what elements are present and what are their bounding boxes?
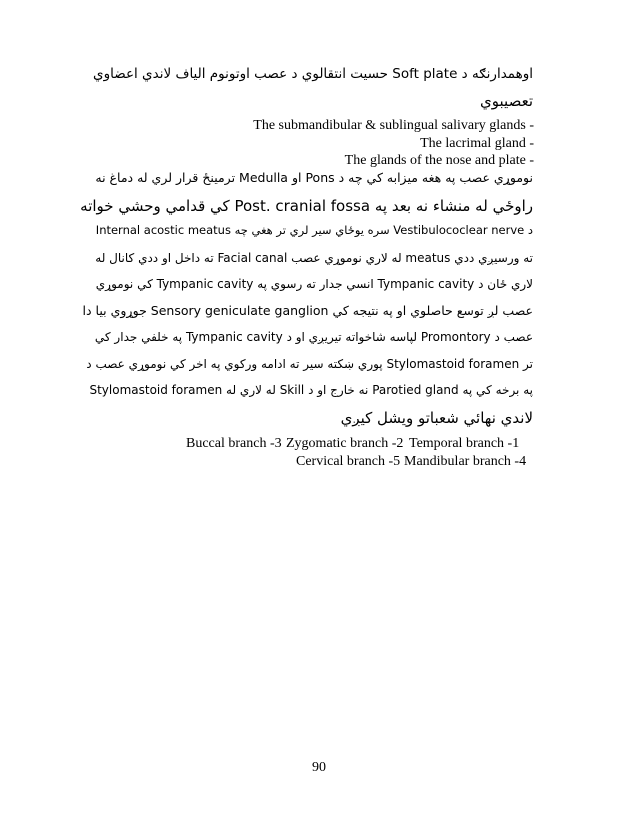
page-number: 90 bbox=[312, 760, 326, 775]
paragraph2-line10: لاندي نهائي شعباتو ویشل کیږي bbox=[340, 409, 533, 427]
paragraph2-line8: تر Stylomastoid foramen پوري ښکته سیر ته ادامه ورکوي په اخر کي نوموړي عصب د bbox=[86, 357, 533, 371]
branch-zygomatic: Zygomatic branch -2 bbox=[286, 436, 404, 451]
branch-buccal: Buccal branch -3 bbox=[186, 436, 282, 451]
paragraph2-line6: عصب لږ توسع حاصلوي او په نتیجه کي Sensory geniculate ganglion جوړوي بیا دا bbox=[82, 303, 533, 318]
gland-item-nose-plate: The glands of the nose and plate - bbox=[344, 153, 534, 168]
paragraph1-line1: اوهمدارنګه د Soft plate حسیت انتقالوي د عصب اوتونوم الیاف لاندي اعضاوي bbox=[93, 66, 533, 82]
paragraph2-line9: Stylomastoid foramen له لاري له Skill نه خارج او د Parotied gland په برخه کي په bbox=[89, 383, 533, 397]
paragraph2-line3: د Vestibulococlear nerve سره یوځاي سیر لري تر هغي چه Internal acostic meatus bbox=[95, 223, 533, 237]
branch-temporal: Temporal branch -1 bbox=[409, 436, 520, 451]
gland-item-lacrimal: The lacrimal gland - bbox=[420, 136, 534, 151]
paragraph2-line2: راوځي له منشاء نه بعد په Post. cranial fossa کي قدامي وحشي خواته bbox=[80, 197, 533, 215]
paragraph2-line7: عصب د Promontory لپاسه شاخواته تیریږي او د Tympanic cavity په خلفي جدار کي bbox=[94, 330, 533, 344]
paragraph1-line2: تعصیبوي bbox=[480, 92, 533, 110]
branch-cervical: Cervical branch -5 bbox=[296, 454, 401, 469]
paragraph2-line5: لاري ځان د Tympanic cavity انسي جدار ته رسوي په Tympanic cavity کي نوموړي bbox=[95, 277, 533, 291]
paragraph2-line1: نوموړي عصب په هغه میزابه کي چه د Pons او Medulla ترمینځ قرار لري له دماغ نه bbox=[95, 170, 533, 185]
gland-item-submandibular: The submandibular & sublingual salivary glands - bbox=[253, 118, 534, 133]
paragraph2-line4: ته ورسیږي ددي meatus له لاري نوموړي عصب Facial canal ته داخل او ددي کانال له bbox=[95, 251, 533, 265]
branch-mandibular: Mandibular branch -4 bbox=[404, 454, 527, 469]
